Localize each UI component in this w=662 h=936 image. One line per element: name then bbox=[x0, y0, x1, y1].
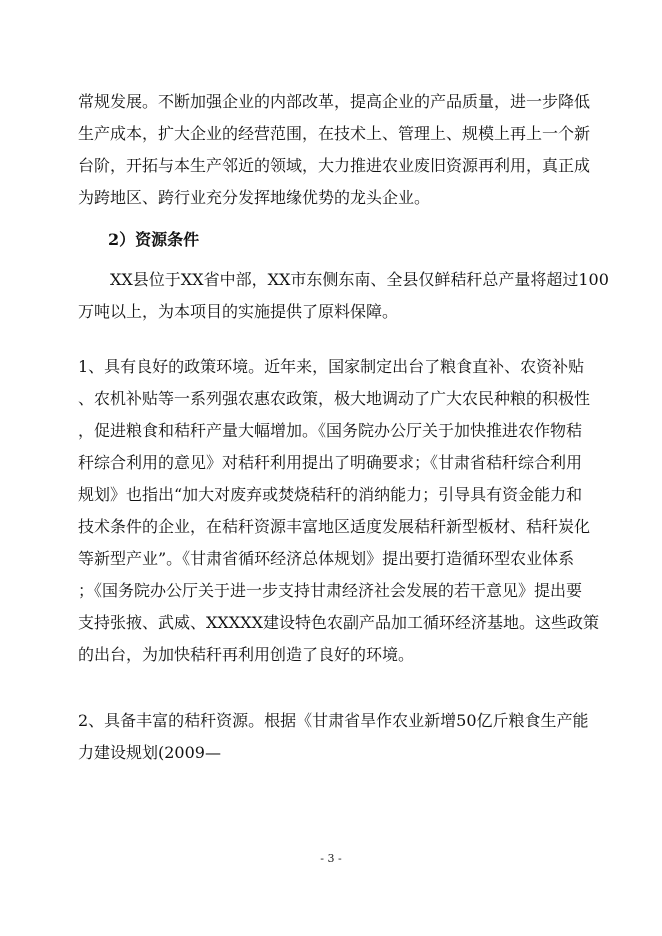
paragraph-line: XX县位于XX省中部，XX市东侧东南、全县仅鲜秸秆总产量将超过100 bbox=[110, 270, 609, 289]
paragraph-line: 为跨地区、跨行业充分发挥地缘优势的龙头企业。 bbox=[78, 188, 431, 207]
paragraph-line: 的出台，为加快秸秆再利用创造了良好的环境。 bbox=[78, 645, 415, 664]
paragraph-line: 支持张掖、武威、XXXXX建设特色农副产品加工循环经济基地。这些政策 bbox=[78, 613, 599, 632]
paragraph-line: ；《国务院办公厅关于进一步支持甘肃经济社会发展的若干意见》提出要 bbox=[78, 581, 583, 600]
paragraph-line: ，促进粮食和秸秆产量大幅增加。《国务院办公厅关于加快推进农作物秸 bbox=[78, 421, 583, 440]
paragraph-line: 台阶，开拓与本生产邻近的领域，大力推进农业废旧资源再利用，真正成 bbox=[78, 156, 591, 175]
paragraph-line: 技术条件的企业，在秸秆资源丰富地区适度发展秸秆新型板材、秸秆炭化 bbox=[78, 517, 591, 536]
paragraph-line: 2、具备丰富的秸秆资源。根据《甘肃省旱作农业新增50亿斤粮食生产能 bbox=[78, 711, 589, 730]
page-number: - 3 - bbox=[320, 852, 342, 865]
paragraph-line: 力建设规划(2009— bbox=[78, 743, 221, 762]
paragraph-line: 常规发展。不断加强企业的内部改革，提高企业的产品质量，进一步降低 bbox=[78, 92, 591, 111]
paragraph-line: 1、具有良好的政策环境。近年来，国家制定出台了粮食直补、农资补贴 bbox=[78, 357, 585, 376]
paragraph-line: 规划》也指出“加大对废弃或焚烧秸秆的消纳能力；引导具有资金能力和 bbox=[78, 485, 583, 504]
paragraph-line: 等新型产业”。《甘肃省循环经济总体规划》提出要打造循环型农业体系 bbox=[78, 549, 575, 568]
paragraph-line: 秆综合利用的意见》对秸秆利用提出了明确要求；《甘肃省秸秆综合利用 bbox=[78, 453, 583, 472]
section-heading: 2）资源条件 bbox=[108, 230, 200, 249]
paragraph-line: 万吨以上，为本项目的实施提供了原料保障。 bbox=[78, 302, 399, 321]
paragraph-line: 、农机补贴等一系列强农惠农政策，极大地调动了广大农民种粮的积极性 bbox=[78, 389, 591, 408]
paragraph-line: 生产成本，扩大企业的经营范围，在技术上、管理上、规模上再上一个新 bbox=[78, 124, 591, 143]
